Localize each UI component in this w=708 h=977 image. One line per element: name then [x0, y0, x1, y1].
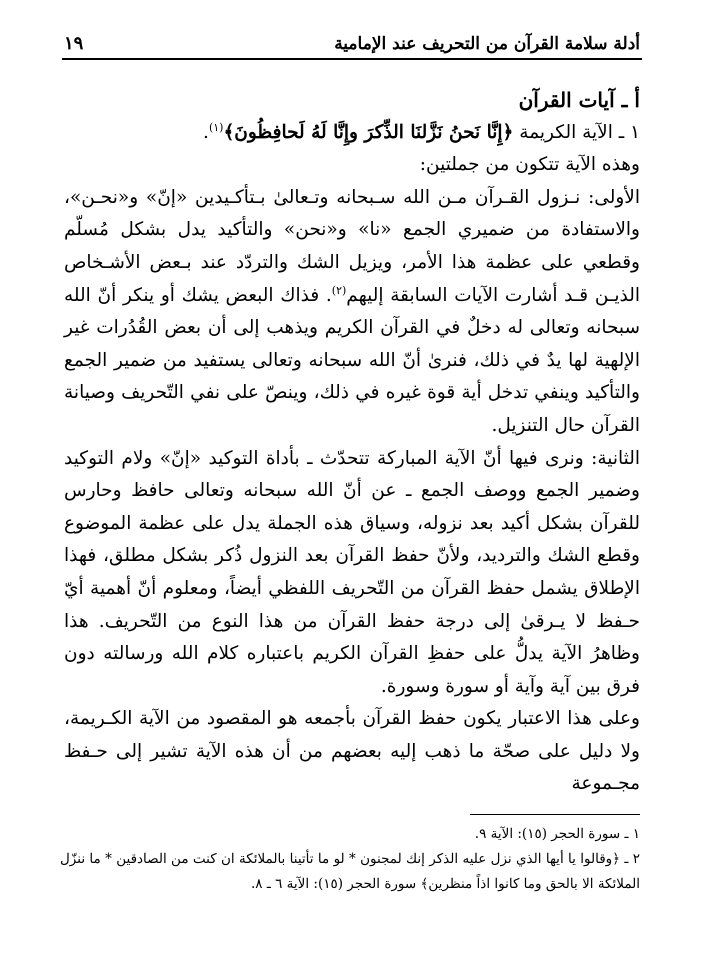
footnote-ref-2: (٢) [331, 283, 347, 297]
paragraph-1-end: . [203, 121, 209, 143]
paragraph-5: وعلى هذا الاعتبار يكون حفظ القرآن بأجمعه هو المقصود من الآية الكـريمة، ولا دليل على صحّة ما ذهب إليه بعضهم من أن هذه الآية تشير إلى حـفظ مجـموعة [64, 708, 640, 795]
running-header [64, 26, 640, 54]
footnote-rule [470, 814, 640, 815]
footnotes [60, 822, 640, 897]
page-number: ١٩ [64, 33, 84, 54]
quran-verse: ﴿إِنَّا نَحنُ نَزَّلنَا الذِّكرَ وإِنَّا لَهُ لَحافِظُونَ﴾ [223, 121, 514, 143]
section-heading: أ ـ آيات القرآن [518, 88, 640, 112]
header-title: أدلة سلامة القرآن من التحريف عند الإمامية [334, 34, 640, 54]
header-rule [62, 58, 642, 60]
paragraph-2: وهذه الآية تتكون من جملتين: [419, 154, 640, 176]
paragraph-3-part-1: الأولى: نـزول القـرآن مـن الله سـبحانه وتـعالىٰ بـتأكـيدين «إنّ» و«نحـن»، والاستفادة من ضميري الجمع «نا» و«نحن» والتأكيد يدل بشكل مُسلّم وقطعي على عظمة هذا الأمر، ويزيل الشك والتردّد عند بـعض الأشـخاص الذيـن قـد أشارت الآيات السابقة إليهم [64, 186, 640, 306]
main-text [64, 84, 640, 801]
footnote-2: ٢ ـ ﴿وقالوا يا أيها الذي نزل عليه الذكر إنك لمجنون * لو ما تأتينا بالملائكة ان كنت من الصادقين * ما ننزّل الملائكة الا بالحق وما كانوا اذاً منظرين﴾ سورة الحجر (١٥): الآية ٦ ـ ٨. [60, 851, 640, 892]
paragraph-3-part-2: . فذاك البعض يشك أو ينكر أنّ الله سبحانه وتعالى له دخلٌ في القرآن الكريم ويذهب إلى أن بعض القُدُرات غير الإلهية لها يدٌ في ذلك، فنرىٰ أنّ الله سبحانه وتعالى يستفيد من ضمير الجمع والتأكيد وينفي تدخل أية قوة غيره في ذلك، وينصّ على نفي التّحريف وصيانة القرآن حال التنزيل. [64, 284, 640, 436]
paragraph-3 [64, 182, 640, 443]
paragraph-4: الثانية: ونرى فيها أنّ الآية المباركة تتحدّث ـ بأداة التوكيد «إنّ» ولام التوكيد وضمير الجمع ووصف الجمع ـ عن أنّ الله سبحانه وتعالى حافظ وحارس للقرآن بشكل أكيد بعد نزوله، وسياق هذه الجملة يدل على عظمة الموضوع وقطع الشك والترديد، ولأنّ حفظ القرآن بعد النزول ذُكر بشكل مطلق، فهذا الإطلاق يشمل حفظ القرآن من التّحريف اللفظي أيضاً، ومعلوم أنّ أهمية أيّ حـفظ لا يـرقىٰ إلى درجة حفظ القرآن من هذا النوع من التّحريف. هذا وظاهرُ الآية يدلُّ على حفظِ القرآن الكريم باعتباره كلام الله ورسالته دون فرق بين آية وآية أو سورة وسورة. [64, 447, 640, 697]
footnote-ref-1: (١) [208, 120, 224, 134]
footnote-1: ١ ـ سورة الحجر (١٥): الآية ٩. [474, 826, 640, 842]
verse-intro: ١ ـ الآية الكريمة [513, 121, 640, 143]
paragraph-1 [64, 117, 640, 150]
